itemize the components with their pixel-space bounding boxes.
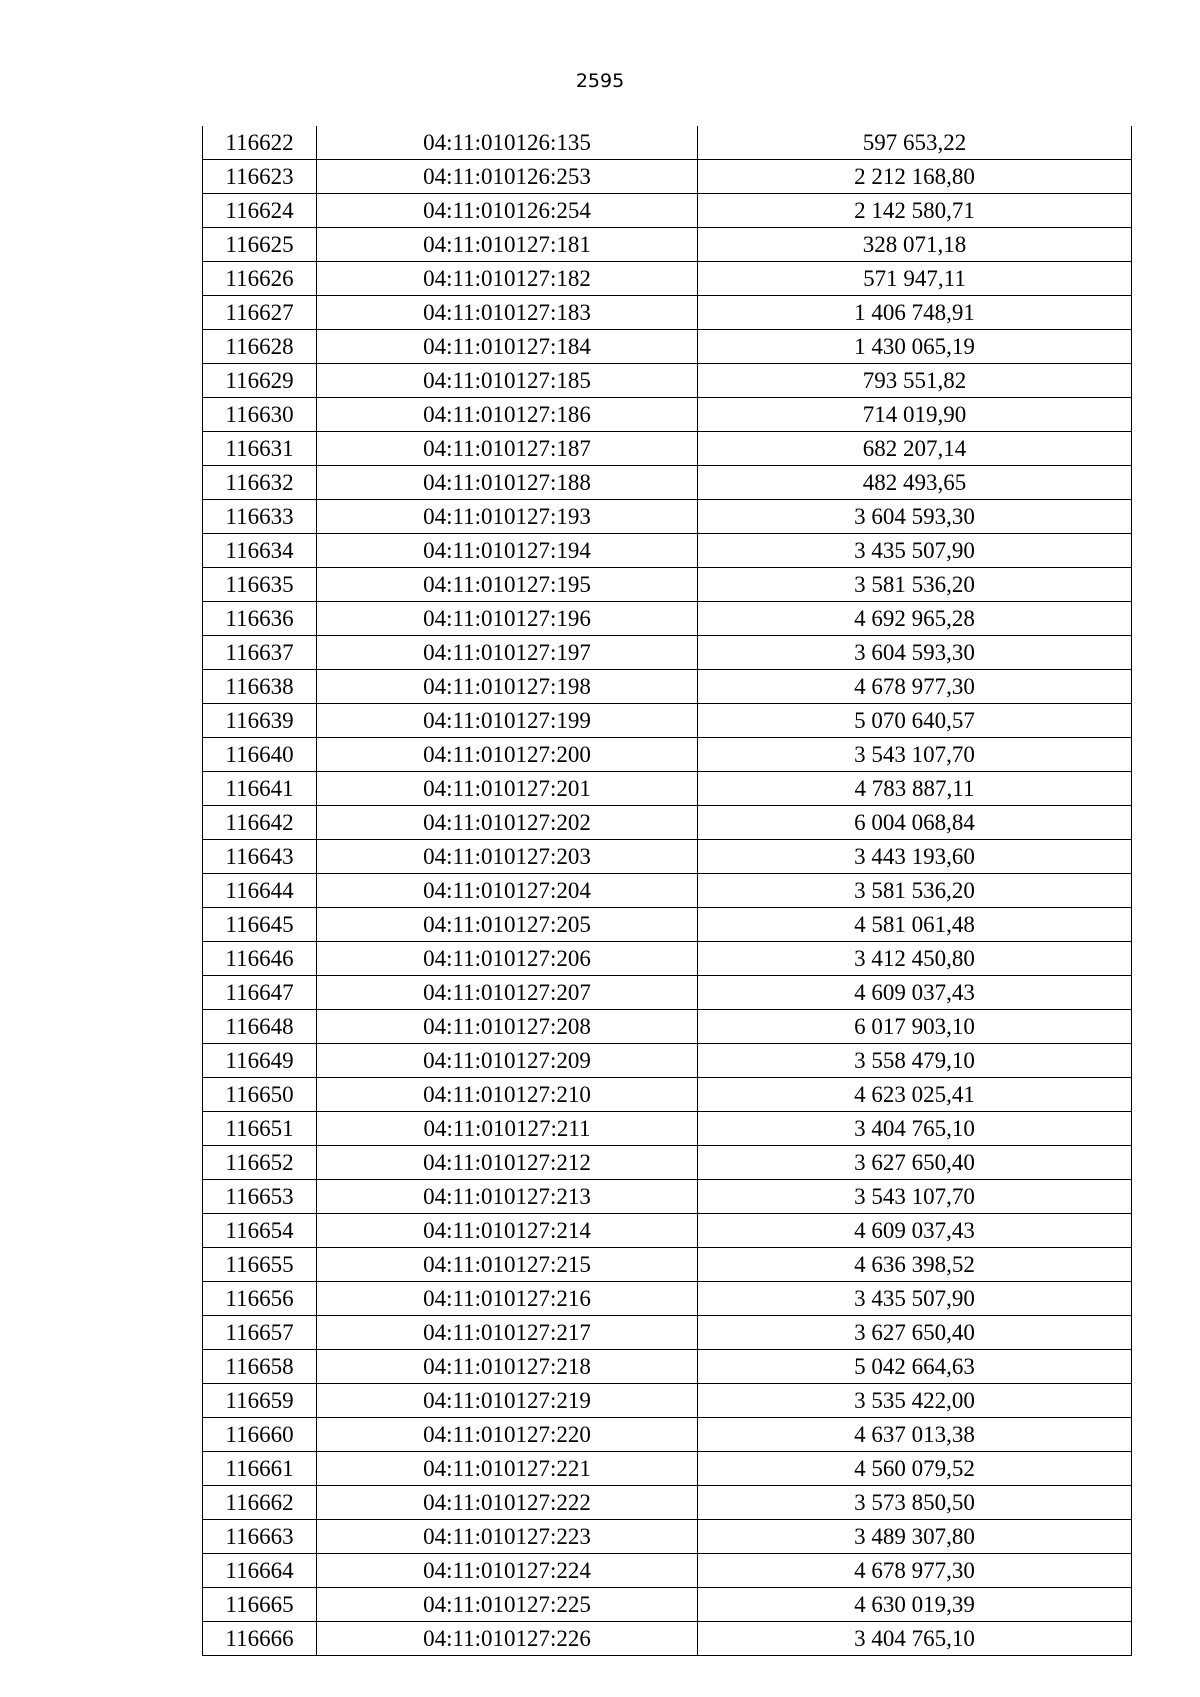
cadastral-number-cell: 04:11:010127:194	[317, 534, 698, 568]
cadastral-value-cell: 3 627 650,40	[698, 1316, 1132, 1350]
cadastral-value-cell: 3 573 850,50	[698, 1486, 1132, 1520]
row-number-cell: 116627	[203, 296, 317, 330]
row-number-cell: 116658	[203, 1350, 317, 1384]
cadastral-value-cell: 4 692 965,28	[698, 602, 1132, 636]
cadastral-value-cell: 4 630 019,39	[698, 1588, 1132, 1622]
table-row	[203, 1554, 1132, 1588]
row-number-cell: 116635	[203, 568, 317, 602]
cadastral-number-cell: 04:11:010127:195	[317, 568, 698, 602]
row-number-cell: 116666	[203, 1622, 317, 1656]
row-number-cell: 116624	[203, 194, 317, 228]
row-number-cell: 116623	[203, 160, 317, 194]
cadastral-value-table	[202, 126, 1132, 1656]
cadastral-value-cell: 3 535 422,00	[698, 1384, 1132, 1418]
cadastral-number-cell: 04:11:010127:183	[317, 296, 698, 330]
table-row	[203, 806, 1132, 840]
table-body	[203, 126, 1132, 1656]
row-number-cell: 116662	[203, 1486, 317, 1520]
row-number-cell: 116641	[203, 772, 317, 806]
table-row	[203, 1010, 1132, 1044]
cadastral-value-cell: 5 042 664,63	[698, 1350, 1132, 1384]
cadastral-value-cell: 4 783 887,11	[698, 772, 1132, 806]
cadastral-number-cell: 04:11:010127:187	[317, 432, 698, 466]
cadastral-number-cell: 04:11:010127:220	[317, 1418, 698, 1452]
cadastral-value-cell: 3 489 307,80	[698, 1520, 1132, 1554]
cadastral-value-cell: 1 406 748,91	[698, 296, 1132, 330]
table-row	[203, 772, 1132, 806]
table-row	[203, 1214, 1132, 1248]
row-number-cell: 116650	[203, 1078, 317, 1112]
cadastral-number-cell: 04:11:010127:215	[317, 1248, 698, 1282]
cadastral-value-cell: 3 558 479,10	[698, 1044, 1132, 1078]
table-row	[203, 1316, 1132, 1350]
cadastral-number-cell: 04:11:010127:218	[317, 1350, 698, 1384]
row-number-cell: 116640	[203, 738, 317, 772]
table-row	[203, 908, 1132, 942]
table-row	[203, 602, 1132, 636]
row-number-cell: 116645	[203, 908, 317, 942]
table-row	[203, 1180, 1132, 1214]
cadastral-value-cell: 714 019,90	[698, 398, 1132, 432]
row-number-cell: 116652	[203, 1146, 317, 1180]
cadastral-value-cell: 1 430 065,19	[698, 330, 1132, 364]
table-row	[203, 330, 1132, 364]
row-number-cell: 116626	[203, 262, 317, 296]
cadastral-number-cell: 04:11:010127:184	[317, 330, 698, 364]
cadastral-value-cell: 3 543 107,70	[698, 1180, 1132, 1214]
page-number: 2595	[575, 70, 625, 92]
row-number-cell: 116629	[203, 364, 317, 398]
row-number-cell: 116651	[203, 1112, 317, 1146]
table-row	[203, 534, 1132, 568]
table-row	[203, 1078, 1132, 1112]
row-number-cell: 116656	[203, 1282, 317, 1316]
cadastral-value-cell: 3 581 536,20	[698, 874, 1132, 908]
cadastral-value-cell: 3 627 650,40	[698, 1146, 1132, 1180]
row-number-cell: 116634	[203, 534, 317, 568]
cadastral-number-cell: 04:11:010127:219	[317, 1384, 698, 1418]
cadastral-value-cell: 4 678 977,30	[698, 1554, 1132, 1588]
table-row	[203, 636, 1132, 670]
row-number-cell: 116642	[203, 806, 317, 840]
table-row	[203, 1588, 1132, 1622]
table-row	[203, 1384, 1132, 1418]
cadastral-number-cell: 04:11:010127:221	[317, 1452, 698, 1486]
cadastral-number-cell: 04:11:010127:204	[317, 874, 698, 908]
row-number-cell: 116657	[203, 1316, 317, 1350]
cadastral-value-cell: 4 581 061,48	[698, 908, 1132, 942]
table-row	[203, 1282, 1132, 1316]
table-row	[203, 976, 1132, 1010]
cadastral-value-cell: 3 435 507,90	[698, 1282, 1132, 1316]
row-number-cell: 116647	[203, 976, 317, 1010]
cadastral-number-cell: 04:11:010127:205	[317, 908, 698, 942]
cadastral-number-cell: 04:11:010127:207	[317, 976, 698, 1010]
cadastral-value-cell: 4 609 037,43	[698, 1214, 1132, 1248]
cadastral-number-cell: 04:11:010127:196	[317, 602, 698, 636]
cadastral-value-cell: 482 493,65	[698, 466, 1132, 500]
row-number-cell: 116637	[203, 636, 317, 670]
cadastral-number-cell: 04:11:010127:224	[317, 1554, 698, 1588]
cadastral-value-cell: 2 212 168,80	[698, 160, 1132, 194]
cadastral-number-cell: 04:11:010127:200	[317, 738, 698, 772]
table-row	[203, 126, 1132, 160]
cadastral-number-cell: 04:11:010126:135	[317, 126, 698, 160]
table-row	[203, 1350, 1132, 1384]
table-row	[203, 466, 1132, 500]
cadastral-number-cell: 04:11:010127:213	[317, 1180, 698, 1214]
cadastral-value-cell: 4 678 977,30	[698, 670, 1132, 704]
cadastral-number-cell: 04:11:010127:208	[317, 1010, 698, 1044]
row-number-cell: 116664	[203, 1554, 317, 1588]
cadastral-value-cell: 3 543 107,70	[698, 738, 1132, 772]
row-number-cell: 116649	[203, 1044, 317, 1078]
row-number-cell: 116633	[203, 500, 317, 534]
row-number-cell: 116622	[203, 126, 317, 160]
cadastral-value-cell: 4 636 398,52	[698, 1248, 1132, 1282]
table-row	[203, 500, 1132, 534]
row-number-cell: 116630	[203, 398, 317, 432]
table-row	[203, 228, 1132, 262]
table-row	[203, 1418, 1132, 1452]
row-number-cell: 116646	[203, 942, 317, 976]
row-number-cell: 116632	[203, 466, 317, 500]
table-row	[203, 160, 1132, 194]
row-number-cell: 116639	[203, 704, 317, 738]
cadastral-number-cell: 04:11:010127:193	[317, 500, 698, 534]
table-row	[203, 398, 1132, 432]
cadastral-number-cell: 04:11:010127:226	[317, 1622, 698, 1656]
cadastral-number-cell: 04:11:010127:185	[317, 364, 698, 398]
cadastral-value-cell: 3 581 536,20	[698, 568, 1132, 602]
row-number-cell: 116636	[203, 602, 317, 636]
table-row	[203, 840, 1132, 874]
cadastral-value-cell: 3 404 765,10	[698, 1622, 1132, 1656]
cadastral-number-cell: 04:11:010127:217	[317, 1316, 698, 1350]
row-number-cell: 116625	[203, 228, 317, 262]
cadastral-number-cell: 04:11:010127:225	[317, 1588, 698, 1622]
table-row	[203, 296, 1132, 330]
cadastral-number-cell: 04:11:010127:202	[317, 806, 698, 840]
table-row	[203, 262, 1132, 296]
cadastral-number-cell: 04:11:010127:212	[317, 1146, 698, 1180]
cadastral-value-cell: 571 947,11	[698, 262, 1132, 296]
cadastral-value-cell: 3 443 193,60	[698, 840, 1132, 874]
cadastral-number-cell: 04:11:010127:198	[317, 670, 698, 704]
table-row	[203, 364, 1132, 398]
row-number-cell: 116631	[203, 432, 317, 466]
cadastral-number-cell: 04:11:010127:203	[317, 840, 698, 874]
table-row	[203, 1044, 1132, 1078]
table-row	[203, 1520, 1132, 1554]
table-row	[203, 738, 1132, 772]
cadastral-number-cell: 04:11:010127:188	[317, 466, 698, 500]
cadastral-number-cell: 04:11:010127:199	[317, 704, 698, 738]
row-number-cell: 116628	[203, 330, 317, 364]
row-number-cell: 116648	[203, 1010, 317, 1044]
cadastral-number-cell: 04:11:010126:254	[317, 194, 698, 228]
cadastral-value-cell: 4 637 013,38	[698, 1418, 1132, 1452]
cadastral-value-cell: 3 412 450,80	[698, 942, 1132, 976]
row-number-cell: 116644	[203, 874, 317, 908]
cadastral-value-cell: 3 604 593,30	[698, 500, 1132, 534]
row-number-cell: 116655	[203, 1248, 317, 1282]
cadastral-number-cell: 04:11:010127:186	[317, 398, 698, 432]
cadastral-value-cell: 793 551,82	[698, 364, 1132, 398]
cadastral-number-cell: 04:11:010127:201	[317, 772, 698, 806]
cadastral-value-cell: 4 623 025,41	[698, 1078, 1132, 1112]
cadastral-value-cell: 4 560 079,52	[698, 1452, 1132, 1486]
cadastral-number-cell: 04:11:010127:181	[317, 228, 698, 262]
row-number-cell: 116660	[203, 1418, 317, 1452]
cadastral-value-cell: 3 404 765,10	[698, 1112, 1132, 1146]
cadastral-value-cell: 3 604 593,30	[698, 636, 1132, 670]
row-number-cell: 116663	[203, 1520, 317, 1554]
cadastral-value-cell: 6 004 068,84	[698, 806, 1132, 840]
cadastral-number-cell: 04:11:010127:222	[317, 1486, 698, 1520]
row-number-cell: 116638	[203, 670, 317, 704]
cadastral-value-cell: 5 070 640,57	[698, 704, 1132, 738]
table-row	[203, 704, 1132, 738]
table-row	[203, 194, 1132, 228]
row-number-cell: 116661	[203, 1452, 317, 1486]
cadastral-number-cell: 04:11:010127:211	[317, 1112, 698, 1146]
cadastral-number-cell: 04:11:010127:216	[317, 1282, 698, 1316]
cadastral-value-cell: 6 017 903,10	[698, 1010, 1132, 1044]
cadastral-number-cell: 04:11:010127:197	[317, 636, 698, 670]
cadastral-number-cell: 04:11:010127:206	[317, 942, 698, 976]
row-number-cell: 116659	[203, 1384, 317, 1418]
cadastral-number-cell: 04:11:010127:182	[317, 262, 698, 296]
table-row	[203, 432, 1132, 466]
cadastral-number-cell: 04:11:010126:253	[317, 160, 698, 194]
table-row	[203, 568, 1132, 602]
row-number-cell: 116643	[203, 840, 317, 874]
table-row	[203, 1622, 1132, 1656]
row-number-cell: 116654	[203, 1214, 317, 1248]
cadastral-number-cell: 04:11:010127:223	[317, 1520, 698, 1554]
table-row	[203, 1486, 1132, 1520]
cadastral-value-cell: 4 609 037,43	[698, 976, 1132, 1010]
table-row	[203, 942, 1132, 976]
cadastral-number-cell: 04:11:010127:209	[317, 1044, 698, 1078]
cadastral-number-cell: 04:11:010127:210	[317, 1078, 698, 1112]
cadastral-value-cell: 328 071,18	[698, 228, 1132, 262]
table-row	[203, 1248, 1132, 1282]
cadastral-value-cell: 597 653,22	[698, 126, 1132, 160]
cadastral-value-cell: 2 142 580,71	[698, 194, 1132, 228]
table-row	[203, 1146, 1132, 1180]
cadastral-value-cell: 3 435 507,90	[698, 534, 1132, 568]
row-number-cell: 116653	[203, 1180, 317, 1214]
cadastral-number-cell: 04:11:010127:214	[317, 1214, 698, 1248]
cadastral-value-cell: 682 207,14	[698, 432, 1132, 466]
row-number-cell: 116665	[203, 1588, 317, 1622]
table-row	[203, 1452, 1132, 1486]
table-row	[203, 1112, 1132, 1146]
table-row	[203, 874, 1132, 908]
table-row	[203, 670, 1132, 704]
